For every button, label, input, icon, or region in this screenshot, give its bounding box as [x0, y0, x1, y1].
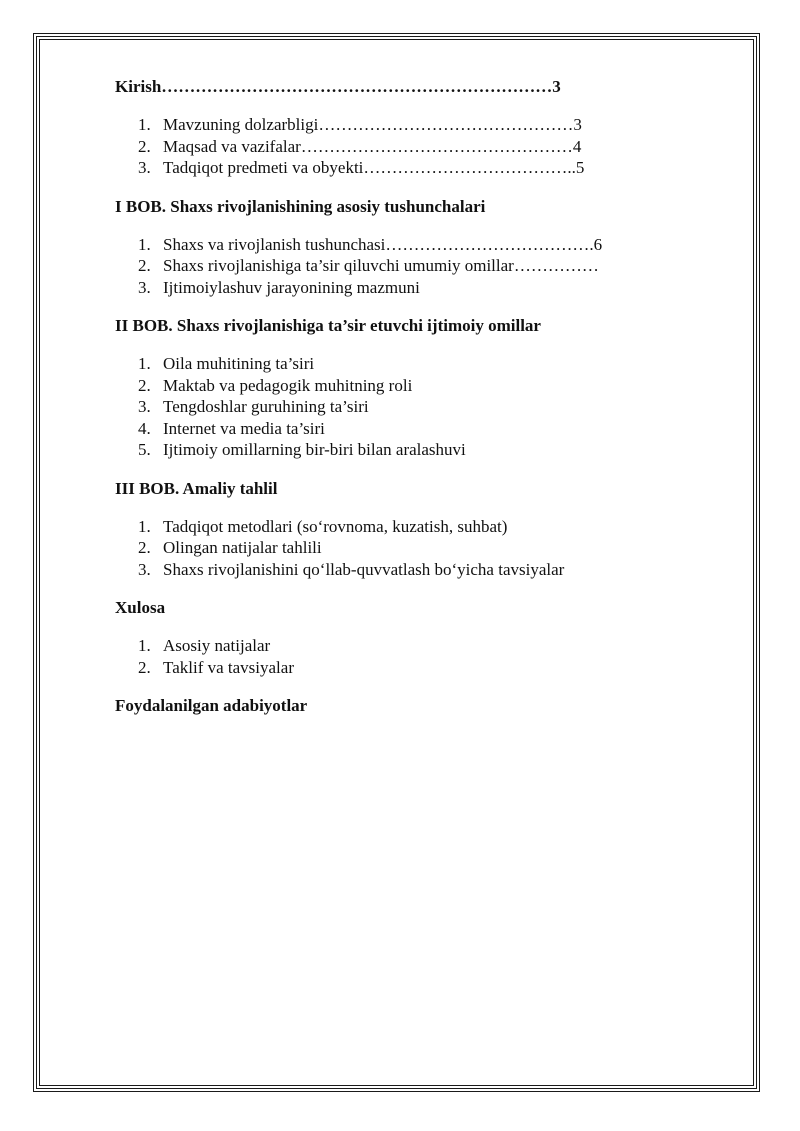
toc-entry — [115, 114, 715, 136]
entry-text: Shaxs rivojlanishini qo‘llab-quvvatlash bo‘yicha tavsiyalar — [163, 559, 565, 579]
toc-entry — [115, 439, 715, 461]
entry-number: 1. — [138, 234, 151, 254]
entry-text: Taklif va tavsiyalar — [163, 657, 294, 677]
entry-text: Maktab va pedagogik muhitning roli — [163, 375, 413, 395]
entry-number: 1. — [138, 636, 151, 655]
entry-text: Maqsad va vazifalar…………………………………………4 — [163, 136, 582, 156]
entry-number: 3. — [138, 397, 151, 416]
entry-number: 3. — [138, 559, 151, 579]
entry-number: 2. — [138, 538, 151, 557]
toc-entry — [115, 234, 715, 256]
toc-entry — [115, 559, 715, 581]
entry-number: 2. — [138, 657, 151, 677]
entry-text: Shaxs rivojlanishiga ta’sir qiluvchi umumiy omillar…………… — [163, 256, 599, 275]
section-item-list — [115, 234, 715, 299]
entry-number: 2. — [138, 136, 151, 156]
entry-number: 3. — [138, 277, 151, 297]
entry-number: 1. — [138, 354, 151, 373]
toc-section — [115, 478, 715, 581]
toc-section — [115, 315, 715, 461]
toc-entry — [115, 136, 715, 158]
entry-text: Tengdoshlar guruhining ta’siri — [163, 397, 369, 416]
toc-section — [115, 597, 715, 678]
entry-number: 3. — [138, 158, 151, 177]
toc-section — [115, 695, 715, 717]
entry-number: 1. — [138, 516, 151, 536]
toc-entry — [115, 418, 715, 440]
section-item-list — [115, 635, 715, 678]
toc-entry — [115, 635, 715, 657]
section-item-list — [115, 353, 715, 461]
section-heading: Foydalanilgan adabiyotlar — [115, 696, 308, 715]
section-heading: I BOB. Shaxs rivojlanishining asosiy tushunchalari — [115, 196, 486, 216]
toc-entry — [115, 277, 715, 299]
section-heading: II BOB. Shaxs rivojlanishiga ta’sir etuvchi ijtimoiy omillar — [115, 316, 541, 335]
section-heading: III BOB. Amaliy tahlil — [115, 478, 278, 498]
toc-entry — [115, 537, 715, 559]
entry-text: Tadqiqot metodlari (so‘rovnoma, kuzatish, suhbat) — [163, 516, 508, 536]
section-heading: Kirish……………………………………………………………3 — [115, 77, 561, 96]
toc-entry — [115, 396, 715, 418]
toc-entry — [115, 157, 715, 179]
entry-number: 4. — [138, 418, 151, 438]
toc-entry — [115, 255, 715, 277]
entry-text: Tadqiqot predmeti va obyekti………………………………..5 — [163, 158, 585, 177]
table-of-contents — [115, 76, 715, 734]
entry-text: Ijtimoiylashuv jarayonining mazmuni — [163, 277, 420, 297]
toc-section — [115, 76, 715, 179]
entry-text: Internet va media ta’siri — [163, 418, 325, 438]
section-item-list — [115, 516, 715, 581]
entry-text: Olingan natijalar tahlili — [163, 538, 322, 557]
toc-section — [115, 196, 715, 299]
entry-text: Mavzuning dolzarbligi………………………………………3 — [163, 115, 582, 134]
section-heading: Xulosa — [115, 598, 166, 617]
section-item-list — [115, 114, 715, 179]
entry-text: Asosiy natijalar — [163, 636, 271, 655]
entry-number: 1. — [138, 115, 151, 134]
entry-number: 2. — [138, 375, 151, 395]
toc-entry — [115, 657, 715, 679]
toc-entry — [115, 516, 715, 538]
entry-text: Ijtimoiy omillarning bir-biri bilan aralashuvi — [163, 440, 466, 459]
toc-entry — [115, 353, 715, 375]
entry-text: Oila muhitining ta’siri — [163, 354, 315, 373]
toc-entry — [115, 375, 715, 397]
entry-number: 5. — [138, 440, 151, 459]
entry-text: Shaxs va rivojlanish tushunchasi……………………………….6 — [163, 234, 603, 254]
entry-number: 2. — [138, 256, 151, 275]
